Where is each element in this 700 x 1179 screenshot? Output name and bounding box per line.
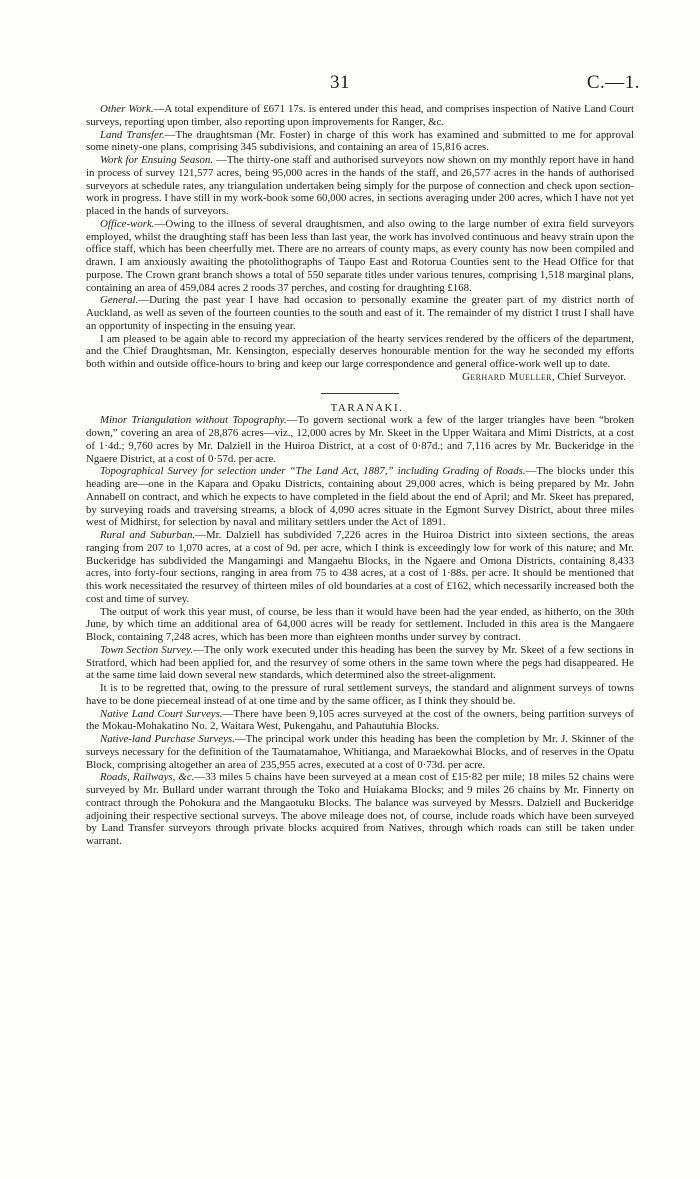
paragraph-heading: Roads, Railways, &c. [100, 771, 195, 784]
paragraph [86, 465, 634, 529]
paragraph-heading: Work for Ensuing Season. [100, 154, 214, 166]
paragraph [86, 154, 634, 218]
paragraph-text: —33 miles 5 chains have been surveyed at a mean cost of £15·82 per mile; 18 miles 52 chains were surveyed by Mr. Bullard under warrant through the Toko and Huiakama Blocks; and 9 miles 26 chains by Mr. Finnerty on contract through the Pohokura and the Mangaotuku Blocks. The balance was surveyed by Messrs. Dalziell and Buckeridge adjoining their respective sectional surveys. The above mileage does not, of course, include roads which have been surveyed by Land Transfer surveyors through private blocks acquired from Natives, through which roads can still be taken under warrant. [86, 771, 634, 847]
paragraph-text: It is to be regretted that, owing to the pressure of rural settlement surveys, the standard and alignment surveys of towns have to be done piecemeal instead of at one time and by the same officer, as I think they should be. [86, 682, 634, 707]
paragraph-text: —The only work executed under this heading has been the survey by Mr. Skeet of a few sections in Stratford, which had been applied for, and the resurvey of some others in the same town where the pegs had disappeared. He at the same time laid down several new standards, which determined also the street-alignment. [86, 643, 634, 682]
paragraph [86, 103, 634, 129]
paragraph-text: —To govern sectional work a few of the larger triangles have been “broken down,” covering an area of 28,876 acres—viz., 12,000 acres by Mr. Skeet in the Upper Waitara and Mimi Districts, at a cost of 1·4d.; 9,760 acres by Mr. Dalziell in the Huiroa District, at a cost of 0·87d.; and 7,116 acres by Mr. Buckeridge in the Ngaere District, at a cost of 0·57d. per acre. [86, 414, 634, 465]
paragraph-heading: Native-land Purchase Surveys. [100, 733, 235, 745]
report-body [86, 103, 634, 848]
document-code: C.—1. [586, 72, 640, 93]
page-header [0, 72, 700, 94]
paragraph [86, 529, 634, 606]
paragraph-heading: Native Land Court Surveys. [100, 707, 223, 720]
paragraph [86, 708, 634, 734]
section-divider [321, 393, 399, 394]
paragraph [86, 218, 634, 295]
paragraph [86, 733, 634, 771]
paragraph [86, 294, 634, 332]
paragraph-text: —During the past year I have had occasion to personally examine the greater part of my district north of Auckland, as well as seven of the fourteen counties to the south and east of it. The remainder of my district I trust I shall have an opportunity of inspecting in the ensuing year. [86, 294, 634, 332]
paragraph-heading: Town Section Survey. [100, 643, 194, 656]
paragraph-text: —A total expenditure of £671 17s. is entered under this head, and comprises inspection of Native Land Court surveys, reporting upon timber, also reporting upon improvements for Ranger, &c. [86, 103, 635, 128]
paragraph-heading: Office-work. [100, 217, 155, 230]
paragraph-text: —The thirty-one staff and authorised surveyors now shown on my monthly report have in hand in process of survey 121,577 acres, being 95,000 acres in the hands of the staff, and 26,577 acres in the hands of authorised surveyors at schedule rates, any triangulation undertaken being simply for the purpose of connection and check upon section-work in progress. I have still in my work-book some 60,000 acres, in sections averaging under 200 acres, which I have not yet placed in the hands of surveyors. [86, 154, 634, 217]
paragraph-text: —The blocks under this heading are—one in the Kapara and Opaku Districts, containing about 29,000 acres, which is being prepared by Mr. John Annabell on contract, and which he expects to have completed in the field about the end of April; and Mr. Skeet has prepared, by surveying roads and traversing streams, a block of 4,090 acres situate in the Egmont Survey District, about three miles west of Midhirst, for selection by naval and military settlers under the Act of 1891. [86, 465, 634, 529]
paragraph [86, 644, 634, 682]
paragraph [86, 771, 634, 848]
paragraph-heading: Topographical Survey for selection under “The Land Act, 1887,” including Grading of Roads. [100, 465, 526, 478]
paragraph [86, 682, 634, 708]
paragraph-heading: Other Work. [100, 103, 154, 115]
paragraph-heading: Land Transfer. [100, 128, 165, 141]
paragraph-heading: Minor Triangulation without Topography. [100, 414, 287, 427]
paragraph [86, 606, 634, 644]
signatory-title: , Chief Surveyor. [551, 370, 626, 383]
page-number: 31 [330, 72, 350, 93]
paragraph-text: I am pleased to be again able to record my appreciation of the hearty services rendered by the officers of the department, and the Chief Draughtsman, Mr. Kensington, especially deserves honourable mention for the way he seconded my efforts both within and outside office-hours to bring and keep our large correspondence and general office-work well up to date. [86, 332, 634, 370]
signature [86, 371, 634, 384]
paragraph-text: —Mr. Dalziell has subdivided 7,226 acres in the Huiroa District into sixteen sections, the areas ranging from 207 to 1,070 acres, at a cost of 9d. per acre, which I think is exceedingly low for work of this nature; and Mr. Buckeridge has subdivided the Mangamingi and Mangaehu Blocks, in the Ngaere and Omona Districts, containing 8,433 acres, into forty-four sections, ranging in area from 75 to 438 acres, at a cost of 1·88s. per acre. It should be mentioned that this work necessitated the resurvey of thirteen miles of old boundaries at a cost of £162, which necessarily increased both the cost and time of survey. [86, 529, 635, 605]
paragraph-heading: Rural and Suburban. [100, 529, 196, 541]
signatory-name: Gerhard Mueller [462, 370, 552, 383]
paragraph-text: The output of work this year must, of course, be less than it would have been had the year ended, as hitherto, on the 30th June, by which time an additional area of 64,000 acres will be ready for settlement. Included in this area is the Mangaere Block, containing 7,248 acres, which has been more than eighteen months under survey by contract. [86, 605, 634, 643]
paragraph-text: —There have been 9,105 acres surveyed at the cost of the owners, being partition surveys of the Mokau-Mohakatino No. 2, Waitara West, Pukengahu, and Pahautuhia Blocks. [86, 707, 634, 733]
paragraph [86, 414, 634, 465]
section-title: TARANAKI. [330, 401, 404, 414]
paragraph [86, 333, 634, 371]
paragraph-heading: General. [100, 294, 139, 307]
paragraph-text: —Owing to the illness of several draughtsmen, and also owing to the large number of extra field surveyors employed, whilst the draughting staff has been less than last year, the work has involved continuous and heavy strain upon the office staff, which has been cheerfully met. There are no arrears of county maps, as every county has now been compiled and drawn. I am anxiously awaiting the photolithographs of Taupo East and Rotorua Counties sent to the Head Office for that purpose. The Crown grant branch shows a total of 550 separate titles under various tenures, comprising 1,518 marginal plans, containing an area of 459,084 acres 2 roods 37 perches, and costing for draughting £168. [86, 217, 634, 294]
paragraph-text: —The principal work under this heading has been the completion by Mr. J. Skinner of the surveys necessary for the definition of the Taumatamahoe, Whitianga, and Maraekowhai Blocks, and of reserves in the Opatu Block, comprising altogether an area of 235,955 acres, executed at a cost of 0·73d. per acre. [86, 733, 634, 771]
paragraph [86, 129, 634, 155]
paragraph-text: —The draughtsman (Mr. Foster) in charge of this work has examined and submitted to me for approval some ninety-one plans, comprising 345 subdivisions, and containing an area of 15,816 acres. [86, 128, 634, 154]
